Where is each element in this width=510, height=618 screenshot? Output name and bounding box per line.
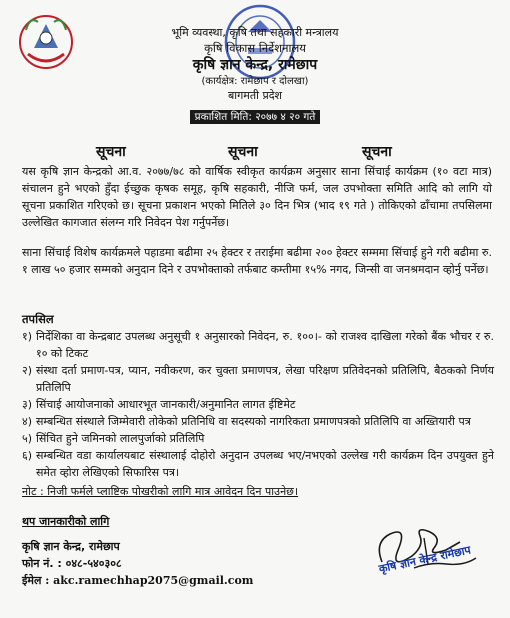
- list-item: २) संस्था दर्ता प्रमाण-पत्र, प्यान, नवीकरण, कर चुक्ता प्रमाणपत्र, लेखा परिक्षण प्रतिवेदनको प्रतिलिपि, बैठकको निर्णय प्रतिलिपि: [22, 364, 494, 394]
- contact-office: कृषि ज्ञान केन्द्र, रामेछाप: [22, 540, 120, 553]
- list-item: १) निर्देशिका वा केन्द्रबाट उपलब्ध अनुसूची १ अनुसारको निवेदन, रु. १००।- को राजश्व दाखिला गरेको बैंक भौचर र रु. १० को टिकट: [22, 330, 494, 360]
- details-heading: तपसिल: [22, 312, 54, 326]
- office-stamp-text: कृषि ज्ञान केन्द्र रामेछाप: [377, 543, 472, 576]
- contact-block: [22, 538, 253, 589]
- list-item: ६) सम्बन्धित वडा कार्यालयबाट संस्थालाई दोहोरो अनुदान उपलब्ध भए/नभएको उल्लेख गरी कार्यक्रम दिन उपयुक्त हुने समेत व्होरा लेखिएको सिफारिस पत्र।: [22, 449, 494, 479]
- list-item: ४) सम्बन्धित संस्थाले जिम्मेवारी तोकेको प्रतिनिधि वा सदस्यको नागरिकता प्रमाणपत्रको प्रतिलिपि वा अख्तियारी पत्र: [22, 415, 471, 428]
- more-info-heading: थप जानकारीको लागि: [22, 515, 110, 528]
- ministry-name: भूमि व्यवस्था, कृषि तथा सहकारी मन्त्रालय: [171, 26, 339, 39]
- province: बागमती प्रदेश: [227, 88, 283, 102]
- notice-heading-2: सूचना: [228, 144, 258, 160]
- paragraph-grant-terms: साना सिंचाई विशेष कार्यक्रमले पहाडमा बढीमा २५ हेक्टर र तराईमा बढीमा २०० हेक्टर सम्ममा सिंचाई हुने गरी बढीमा रु. १ लाख ५० हजार सम्मको अनुदान दिने र उपभोक्ताको तर्फबाट कम्तीमा १५% नगद, जिन्सी वा जनश्रमदान व्होर्नु पर्नेछ।: [22, 246, 492, 276]
- notice-heading-3: सूचना: [362, 144, 392, 160]
- required-documents-list: [22, 328, 494, 481]
- note: नोट : निजी फर्मले प्लाष्टिक पोखरीको लागि मात्र आवेदन दिन पाउनेछ।: [22, 485, 299, 498]
- notice-heading-row: [0, 142, 510, 160]
- jurisdiction: (कार्यक्षेत्र: रामेछाप र दोलखा): [201, 76, 309, 88]
- list-item: ५) सिंचित हुने जमिनको लालपुर्जाको प्रतिलिपि: [22, 432, 205, 445]
- office-name: कृषि ज्ञान केन्द्र, रामेछाप: [192, 57, 318, 74]
- list-item: ३) सिंचाई आयोजनाको आधारभूत जानकारी/अनुमानित लागत ईष्टिमेट: [22, 398, 296, 411]
- notice-heading-1: सूचना: [96, 144, 126, 160]
- contact-email: ईमेल : akc.ramechhap2075@gmail.com: [22, 574, 254, 587]
- contact-phone: फोन नं. : ०४८-५४०३०८: [22, 557, 122, 570]
- directorate-name: कृषि विकास निर्देशनालय: [204, 40, 306, 55]
- letterhead: [0, 26, 510, 125]
- published-date: प्रकाशित मिति: २०७७ ४ २० गते: [190, 110, 321, 124]
- paragraph-intro: यस कृषि ज्ञान केन्द्रको आ.व. २०७७/७८ को वार्षिक स्वीकृत कार्यक्रम अनुसार साना सिंचाई कार्यक्रम (१० वटा मात्र) संचालन हुने भएको हुँदा ईच्छुक कृषक समूह, कृषि सहकारी, नीजि फर्म, जल उपभोक्ता समिति आदि को लागि यो सूचना प्रकाशित गरिएको छ। सूचना प्रकाशन भएको मितिले ३० दिन भित्र (भाद १९ गते ) तोकिएको ढाँचामा तपसिलमा उल्लेखित कागजात संलग्न गरि निवेदन पेश गर्नुपर्नेछ।: [22, 165, 492, 229]
